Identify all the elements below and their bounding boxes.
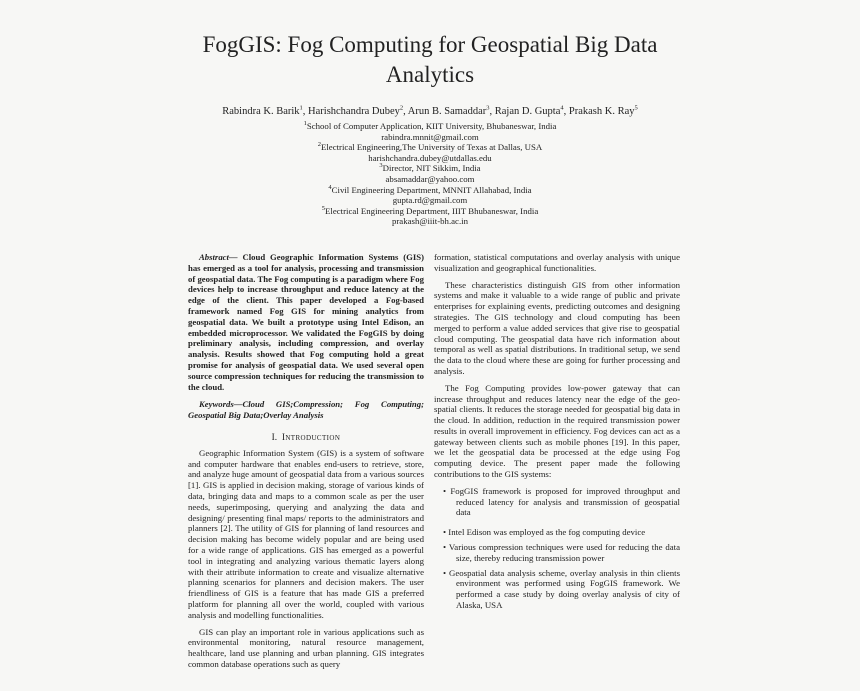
abstract-paragraph xyxy=(188,252,424,392)
intro-paragraph-1: Geographic Information System (GIS) is a system of software and computer hardware that enables end-users to retrieve, store, and analyze huge amount of geospatial data from a various sources [1]. GIS is applied in decision making, storage of various kinds of data, bringing data and maps to a common scale as per the user needs, superimposing, querying and analyzing the data and designing/ presenting final maps/ reports to the administrators and planners [2]. The utility of GIS for planning of land resources and decision making has become widely popular and are being used for a wide range of applications. GIS has emerged as a powerful tool in integrating and analyzing various thematic layers along with their attribute information to create and visualize alternative planning scenarios for planners and decision makers. The user friendliness of GIS is a feature that has made GIS a preferred platform for planning all over the world, coupled with various analysis and modelling functionalities. xyxy=(188,447,424,620)
affiliation-email: harishchandra.dubey@utdallas.edu xyxy=(368,152,492,163)
affiliation-line: $^1$School of Computer Application, KIIT University, Bhubaneswar, India xyxy=(303,120,557,131)
intro-paragraph-2: GIS can play an important role in various applications such as environmental monitoring, natural resource management, healthcare, land use planning and urban planning. GIS integrates common database operations such as query xyxy=(188,626,424,670)
contribution-item: • Various compression techniques were used for reducing the data size, thereby reducing transmission power xyxy=(434,542,680,564)
contribution-item: • Intel Edison was employed as the fog computing device xyxy=(434,527,680,538)
paper-title xyxy=(0,0,860,90)
affiliation-email: rabindra.mnnit@gmail.com xyxy=(381,131,479,142)
contribution-item: • FogGIS framework is proposed for improved throughput and reduced latency for analysis and transmission of geospatial data xyxy=(434,486,680,518)
author-superscript: 1 xyxy=(299,104,303,112)
affiliation-line: $^4$Civil Engineering Department, MNNIT Allahabad, India xyxy=(328,183,532,195)
right-paragraph-1: These characteristics distinguish GIS from other information systems and make it valuable to a wide range of public and private enterprises for explaining events, predicting outcomes and designing strategies. The GIS technology and cloud computing has been merged to perform a value added services that give rise to geospatial cloud computing. The geospatial data have rich information about temporal as well as spatial distributions. In traditional setup, we send the data to the cloud where these are going for further processing and analysis. xyxy=(434,279,680,376)
author-superscript: 5 xyxy=(634,104,638,112)
affiliation-email: gupta.rd@gmail.com xyxy=(392,195,468,206)
author: Rajan D. Gupta$^4$, xyxy=(494,104,569,117)
author-superscript: 4 xyxy=(560,104,564,112)
two-column-body xyxy=(188,252,680,670)
abstract-text: Cloud Geographic Information Systems (GIS) has emerged as a tool for analysis, processing and transmission of geospatial data. The Fog computing is a paradigm where Fog devices help to increase throughput and reduce latency at the edge of the client. This paper developed a Fog-based framework named Fog GIS for mining analytics from geospatial data. We built a prototype using Intel Edison, an embedded microprocessor. We validated the FogGIS by doing preliminary analysis, including compression, and overlay analysis. Results showed that Fog computing hold a great promise for analysis of geospatial data. We used several open source compression techniques for reducing the transmission to the cloud. xyxy=(188,251,424,392)
section-number: I. xyxy=(271,432,278,443)
abstract-lead: Abstract— xyxy=(199,251,238,262)
author: Rabindra K. Barik$^1$, xyxy=(222,104,309,117)
contribution-list xyxy=(434,486,680,611)
contribution-item: • Geospatial data analysis scheme, overlay analysis in thin clients environment was performed using FogGIS framework. We performed a case study by doing overlay analysis of city of Alaska, USA xyxy=(434,568,680,611)
author-superscript: 2 xyxy=(399,104,404,112)
author: Arun B. Samaddar$^3$, xyxy=(407,104,495,117)
author-superscript: 3 xyxy=(486,104,490,112)
keywords-line: Keywords—Cloud GIS;Compression; Fog Computing; Geospatial Big Data;Overlay Analysis xyxy=(188,399,424,421)
author-line xyxy=(0,105,860,118)
continuation-paragraph: formation, statistical computations and overlay analysis with unique visualization and geographical functionalities. xyxy=(434,251,680,273)
affiliation-line: $^3$Director, NIT Sikkim, India xyxy=(379,162,481,174)
author: Harishchandra Dubey$^2$, xyxy=(308,104,408,117)
right-column xyxy=(434,252,680,670)
section-heading-introduction xyxy=(188,433,424,443)
section-title: Introduction xyxy=(281,432,341,443)
title-line-2: Analytics xyxy=(385,62,475,87)
affiliation-line: $^5$Electrical Engineering Department, IIIT Bhubaneswar, India xyxy=(321,204,539,216)
affiliations-block xyxy=(0,121,860,227)
affiliation-email: prakash@iiit-bh.ac.in xyxy=(391,216,468,227)
right-paragraph-2: The Fog Computing provides low-power gateway that can increase throughput and reduces latency near the edge of the geo-spatial clients. It reduces the storage needed for geospatial big data in the cloud. In addition, reduction in the required transmission power results in overall improvement in efficiency. Fog devices can act as a gateway between clients such as mobile phones [19]. In this paper, we let the geospatial data be processed at the edge using Fog computing device. The present paper made the following contributions to the GIS systems: xyxy=(434,382,680,480)
affiliation-email: absamaddar@yahoo.com xyxy=(385,173,475,184)
title-line-1: FogGIS: Fog Computing for Geospatial Big Data xyxy=(202,32,658,57)
affiliation-line: $^2$Electrical Engineering,The University of Texas at Dallas, USA xyxy=(317,141,543,153)
author: Prakash K. Ray$^5$ xyxy=(568,104,638,117)
left-column xyxy=(188,252,424,670)
